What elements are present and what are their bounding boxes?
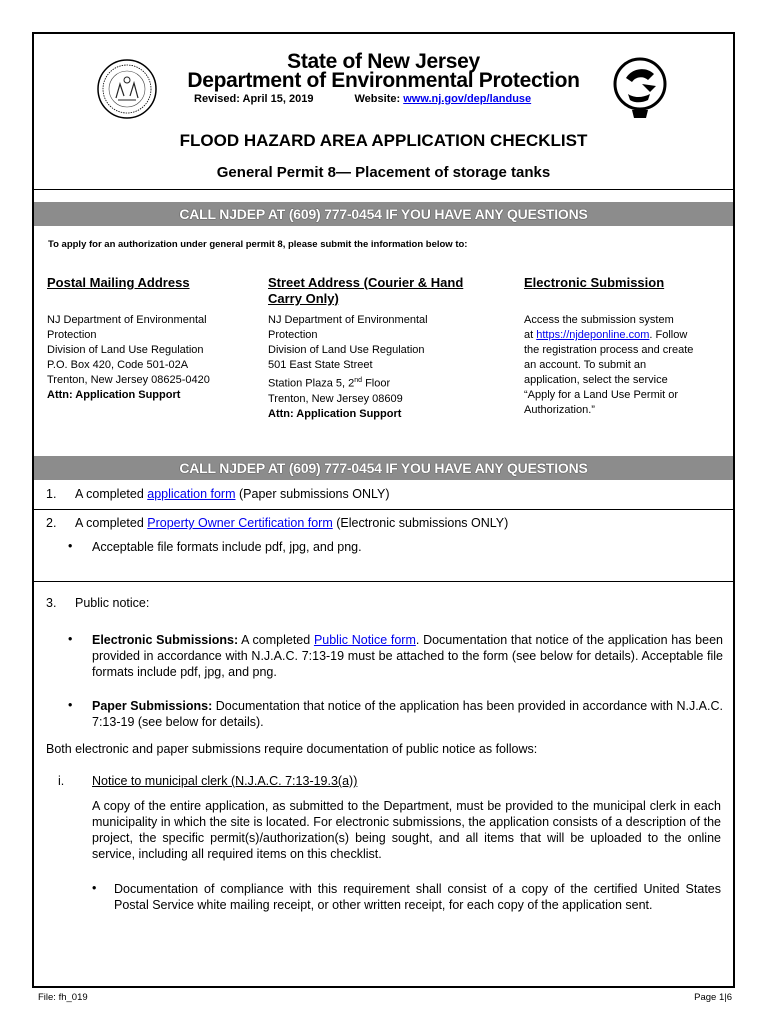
street-city: Trenton, New Jersey 08609 [268,392,403,405]
street-heading-line1: Street Address (Courier & Hand [268,275,464,290]
street-attn: Attn: Application Support [268,407,402,420]
item-1-pre: A completed [75,487,148,501]
document-frame [32,32,735,988]
item-3-title-line [46,596,719,610]
bullet-icon: • [68,632,73,646]
electronic-submissions-post: . Documentation that notice of the application has been provided in accordance with N.J.A.C. 7:13-19 must be attached to the form (see below for details). Acceptable file formats include pdf, jpg, and png. [92,633,723,679]
department-name: Department of Environmental Protection [187,69,580,92]
electronic-submissions-pre: A completed [238,633,314,647]
website-link[interactable]: www.nj.gov/dep/landuse [403,93,532,105]
item-1-number: 1. [46,487,57,501]
street-line: 501 East State Street [268,359,373,371]
paper-submissions-label: Paper Submissions: [92,699,213,713]
bullet-icon: • [68,698,73,712]
website-label: Website: [354,93,401,105]
item-3-title: Public notice: [75,596,150,610]
street-line: Protection [268,329,318,341]
electronic-submission-column [524,275,729,418]
bullet-icon: • [68,539,73,553]
sub-item-i-number: i. [58,774,65,788]
electronic-line: “Apply for a Land Use Permit or [524,389,679,401]
electronic-submissions-paragraph [92,632,723,680]
public-notice-form-link[interactable]: Public Notice form [313,633,416,647]
postal-line: NJ Department of Environmental [47,314,207,326]
street-heading [268,275,503,307]
postal-heading: Postal Mailing Address [47,275,190,290]
postal-line: Protection [47,329,97,341]
sub-item-i-text: A copy of the entire application, as submitted to the Department, must be provided to the municipal clerk in each municipality in which the site is located. For electronic submissions, the application consists of a description of the project, the specific permit(s)/authorization(s) being sought, and all items that will be uploaded to the online service, including all required items on this checklist. [92,799,721,861]
street-station [268,373,503,392]
questions-banner: CALL NJDEP AT (609) 777-0454 IF YOU HAVE ANY QUESTIONS [34,202,733,226]
street-heading-line2: Carry Only) [268,291,339,306]
street-station-post: Floor [362,377,391,390]
electronic-heading: Electronic Submission [524,275,665,290]
postal-line: Trenton, New Jersey 08625-0420 [47,374,210,386]
revised-date: Revised: April 15, 2019 [194,93,314,105]
checklist-subtitle: General Permit 8— Placement of storage tanks [216,164,551,181]
checklist-item-2 [34,510,733,582]
postal-attn: Attn: Application Support [47,389,181,401]
electronic-line: Access the submission system [524,314,674,326]
electronic-at: at [524,329,537,341]
property-owner-certification-link[interactable]: Property Owner Certification form [147,516,333,530]
electronic-line: Authorization.” [524,404,595,416]
both-submissions-text: Both electronic and paper submissions require documentation of public notice as follows: [46,742,538,756]
item-2-bullet-text: Acceptable file formats include pdf, jpg, and png. [92,540,362,554]
checklist-item-3 [34,582,733,988]
item-2-post: (Electronic submissions ONLY) [332,516,509,530]
njdeponline-link[interactable]: https://njdeponline.com [536,329,650,341]
footer-file-id: File: fh_019 [38,992,88,1003]
electronic-link-line [524,328,729,343]
item-3-number: 3. [46,596,57,610]
street-station-pre: Station Plaza 5, 2 [268,377,355,390]
item-2-pre: A completed [75,516,148,530]
street-address-column [268,275,503,422]
checklist-title: FLOOD HAZARD AREA APPLICATION CHECKLIST [179,131,588,150]
sub-item-i-title: Notice to municipal clerk (N.J.A.C. 7:13-19.3(a)) [92,774,358,788]
electronic-line: application, select the service [524,374,668,386]
njdep-logo-icon [612,56,668,122]
revision-and-website [194,93,531,105]
item-2-number: 2. [46,516,57,530]
intro-text: To apply for an authorization under general permit 8, please submit the information below to: [48,239,468,250]
postal-line: P.O. Box 420, Code 501-02A [47,359,189,371]
sub-item-i-bullet-text: Documentation of compliance with this requirement shall consist of a copy of the certified United States Postal Service white mailing receipt, or other written receipt, for each copy of the application sent. [114,882,721,912]
item-2-line [46,516,719,530]
bullet-icon: • [92,881,97,895]
electronic-line: an account. To submit an [524,359,647,371]
state-name: State of New Jersey [287,50,480,73]
postal-line: Division of Land Use Regulation [47,344,204,356]
document-header [34,34,733,190]
checklist-item-1 [34,481,733,510]
street-station-sup: nd [354,377,363,384]
item-1-post: (Paper submissions ONLY) [235,487,390,501]
electronic-line: the registration process and create [524,344,694,356]
item-1-line [46,487,719,501]
footer-page-number: Page 1|6 [694,992,732,1003]
postal-address-column [47,275,247,403]
paper-submissions-text: Documentation that notice of the application has been provided in accordance with N.J.A.C. 7:13-19 (see below for details). [92,699,723,729]
electronic-submissions-label: Electronic Submissions: [92,633,239,647]
application-form-link[interactable]: application form [147,487,236,501]
street-line: NJ Department of Environmental [268,314,428,326]
street-line: Division of Land Use Regulation [268,344,425,356]
paper-submissions-paragraph [92,698,723,730]
questions-banner-2: CALL NJDEP AT (609) 777-0454 IF YOU HAVE ANY QUESTIONS [34,456,733,480]
electronic-after-link: . Follow [649,329,688,341]
